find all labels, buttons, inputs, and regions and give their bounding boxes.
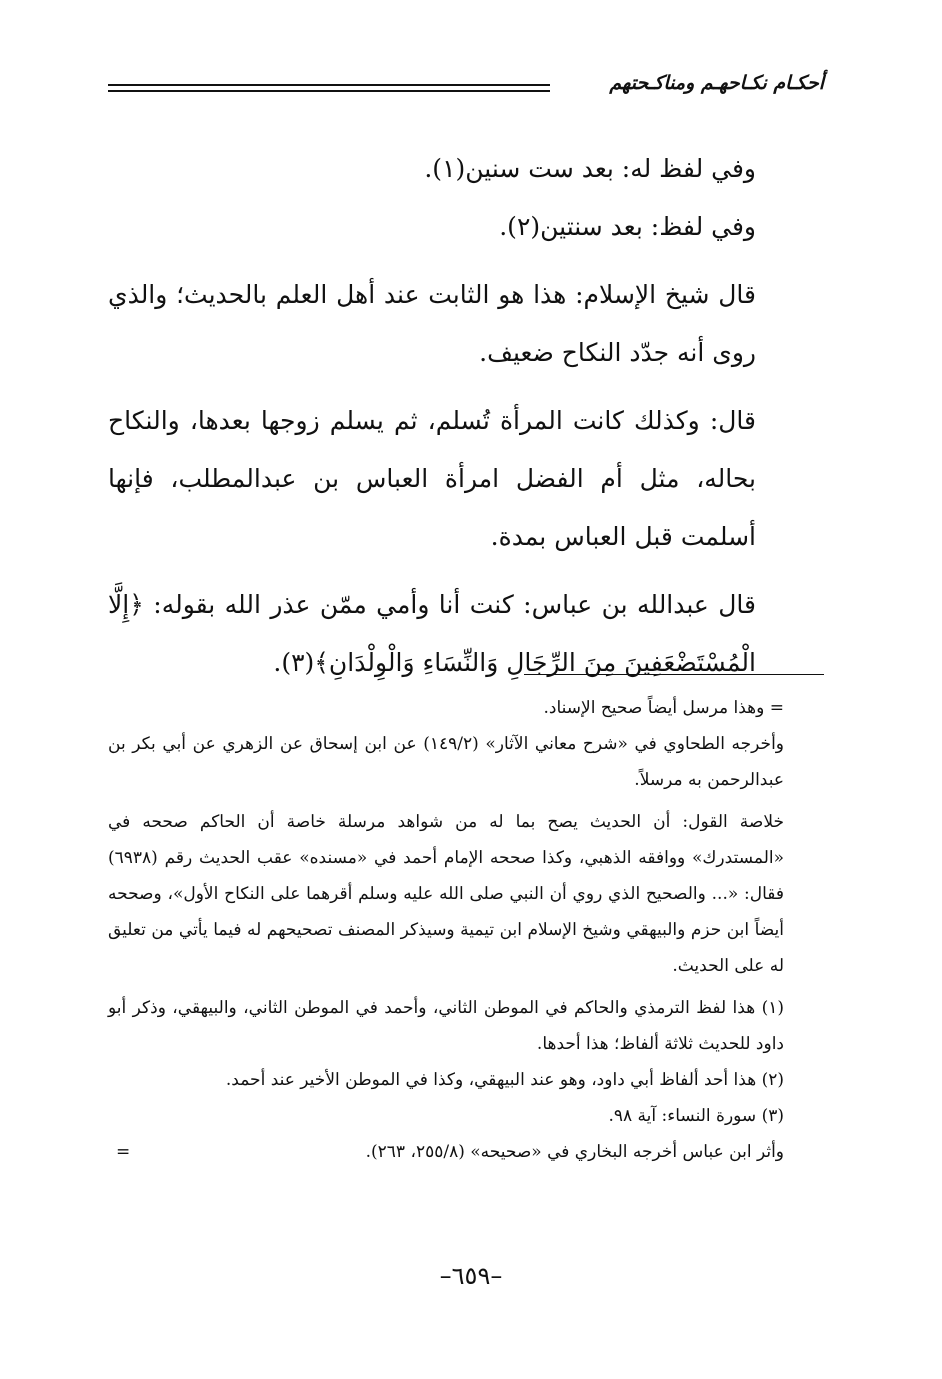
footnote-2: (٢) هذا أحد ألفاظ أبي داود، وهو عند البيهقي، وكذا في الموطن الأخير عند أحمد. (225, 1070, 784, 1090)
main-paragraph-3: قال شيخ الإسلام: هذا هو الثابت عند أهل العلم بالحديث؛ والذي روى أنه جدّد النكاح ضعيف. (108, 280, 756, 367)
footnote-separator (524, 674, 824, 675)
footnote-summary: خلاصة القول: أن الحديث يصح بما له من شواهد مرسلة خاصة أن الحاكم صححه في «المستدرك» ووافقه الذهبي، وكذا صححه الإمام أحمد في «مسنده» عقب الحديث رقم (٦٩٣٨) فقال: «... والصحيح الذي روي أن النبي صلى الله عليه وسلم أقرهما على النكاح الأول»، وصححه أيضاً ابن حزم والبيهقي وشيخ الإسلام ابن تيمية وسيذكر المصنف تصحيحهم له فيما يأتي من تعليق له على الحديث. (108, 812, 784, 976)
main-paragraph-5: قال عبدالله بن عباس: كنت أنا وأمي ممّن عذر الله بقوله: ﴿إِلَّا الْمُسْتَضْعَفِينَ مِنَ الرِّجَالِ وَالنِّسَاءِ وَالْوِلْدَانِ﴾(٣). (108, 590, 756, 677)
footnotes (108, 690, 824, 1170)
continuation-mark: = (116, 1142, 131, 1162)
footnote-bukhari-text: وأثر ابن عباس أخرجه البخاري في «صحيحه» (٢٥٥/٨، ٢٦٣). (365, 1142, 784, 1162)
main-paragraph-4: قال: وكذلك كانت المرأة تُسلم، ثم يسلم زوجها بعدها، والنكاح بحاله، مثل أم الفضل امرأة العباس بن عبدالمطلب، فإنها أسلمت قبل العباس بمدة. (108, 406, 756, 551)
header-double-rule (108, 84, 550, 92)
running-header (108, 72, 824, 106)
footnote-tahawi: وأخرجه الطحاوي في «شرح معاني الآثار» (١٤٩/٢) عن ابن إسحاق عن الزهري عن أبي بكر بن عبدالرحمن به مرسلاً. (108, 734, 784, 790)
footnote-3: (٣) سورة النساء: آية ٩٨. (608, 1106, 784, 1126)
main-text (108, 140, 824, 692)
footnote-1: (١) هذا لفظ الترمذي والحاكم في الموطن الثاني، وأحمد في الموطن الثاني، والبيهقي، وذكر أبو داود للحديث ثلاثة ألفاظ؛ هذا أحدها. (108, 998, 784, 1054)
footnote-continuation: = وهذا مرسل أيضاً صحيح الإسناد. (543, 698, 784, 718)
page-number: –٦٥٩– (439, 1262, 503, 1290)
main-paragraph-2: وفي لفظ: بعد سنتين(٢). (499, 212, 756, 241)
header-title: أحكـام نكـاحهـم ومناكـحتهم (609, 72, 824, 94)
main-paragraph-1: وفي لفظ له: بعد ست سنين(١). (424, 154, 756, 183)
footnote-bukhari (108, 1134, 824, 1170)
